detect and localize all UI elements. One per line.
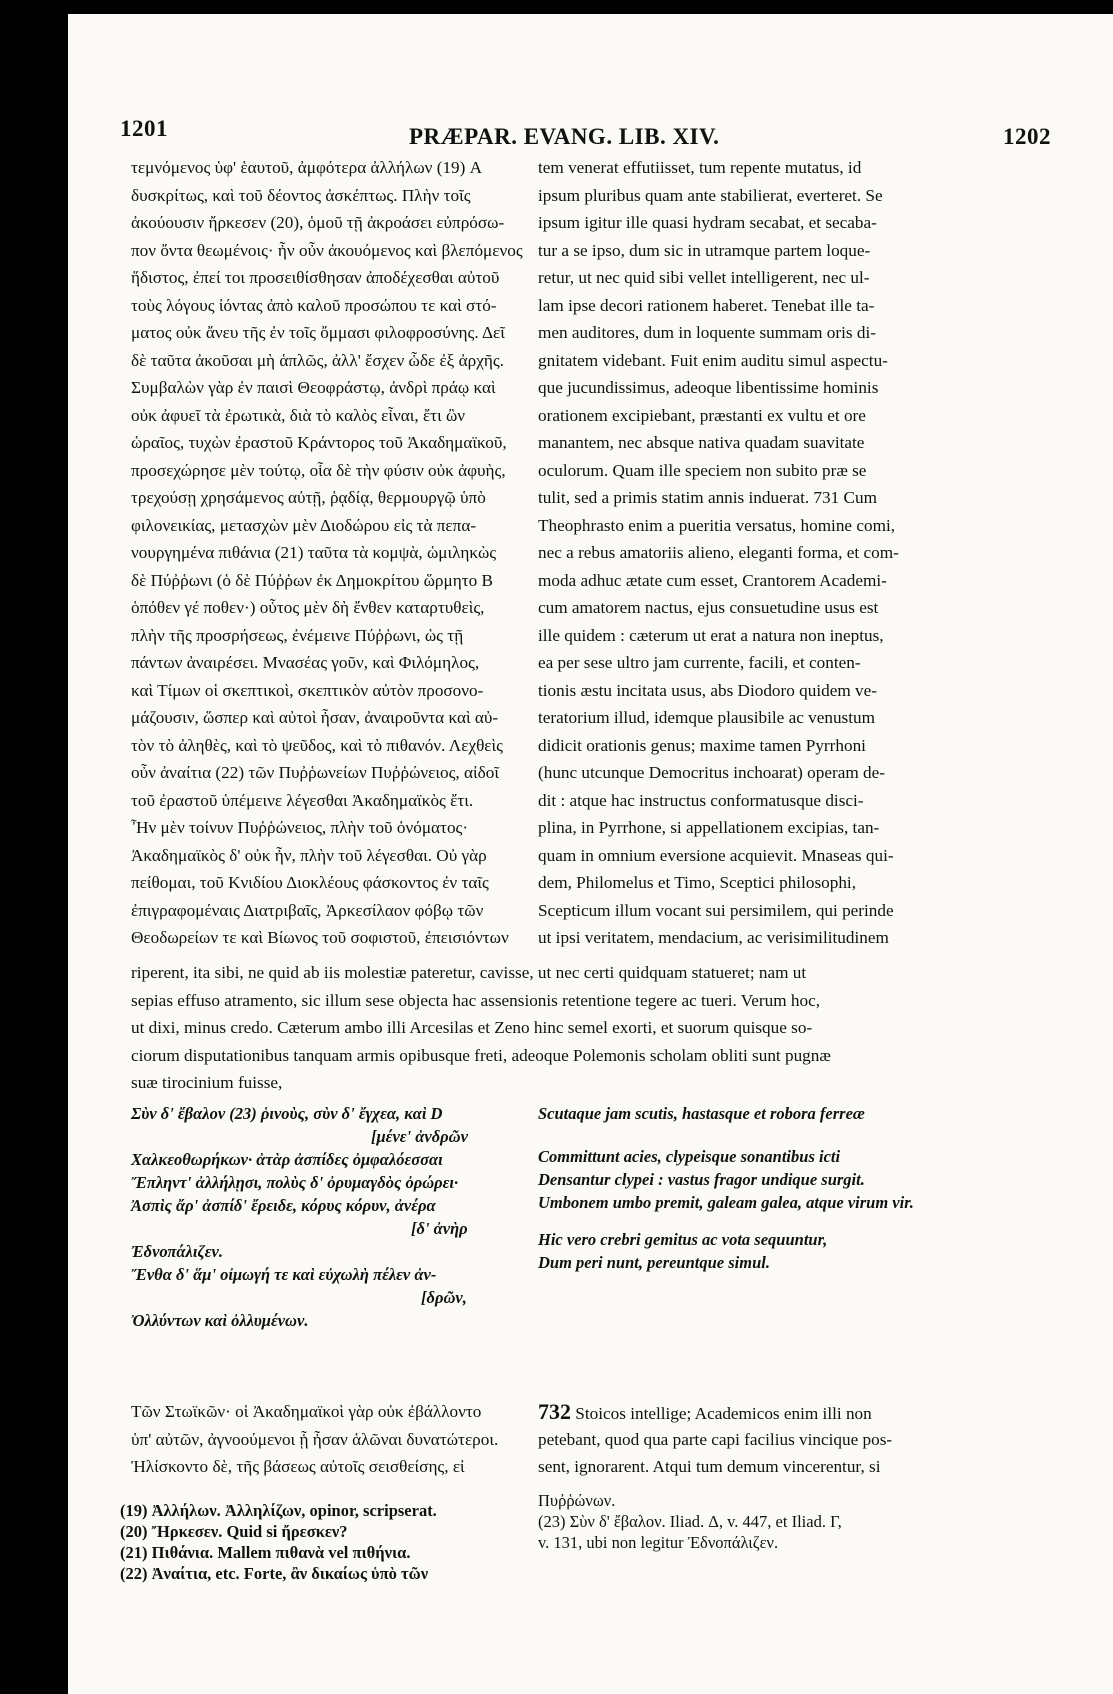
full-line: ut dixi, minus credo. Cæterum ambo illi Arcesilas et Zeno hinc semel exorti, et suorum quisque so- bbox=[131, 1018, 813, 1037]
latin-line: ipsum igitur ille quasi hydram secabat, et secaba- bbox=[538, 213, 877, 232]
greek-line: οὖν ἀναίτια (22) τῶν Πυῤῥωνείων Πυῤῥώνειος, αἰδοῖ bbox=[131, 763, 499, 782]
greek-line: τοὺς λόγους ἰόντας ἀπὸ καλοῦ προσώπου τε καὶ στό- bbox=[131, 295, 497, 315]
full-line: ciorum disputationibus tanquam armis opibusque freti, adeoque Polemonis scholam obliti sunt pugnæ bbox=[131, 1045, 831, 1065]
footnotes-right bbox=[538, 1490, 1063, 1553]
page-number-left: 1201 bbox=[120, 116, 168, 141]
greek-line: προσεχώρησε μὲν τούτῳ, οἷα δὲ τὴν φύσιν οὐκ ἀφυὴς, bbox=[131, 460, 506, 480]
greek-tail-line: Τῶν Στωϊκῶν· οἱ Ἀκαδημαϊκοὶ γὰρ οὐκ ἐβάλλοντο bbox=[131, 1402, 482, 1421]
greek-line: ἀκούουσιν ἤρκεσεν (20), ὁμοῦ τῇ ἀκροάσει εὐπρόσω- bbox=[131, 213, 505, 232]
latin-line: tionis æstu incitata usus, abs Diodoro quidem ve- bbox=[538, 680, 877, 700]
greek-line: πείθομαι, τοῦ Κνιδίου Διοκλέους φάσκοντος ἐν ταῖς bbox=[131, 873, 489, 892]
latin-line: teratorium illud, idemque plausibile ac venustum bbox=[538, 708, 875, 727]
greek-line: φιλονεικίας, μετασχὼν μὲν Διοδώρου εἰς τὰ πεπα- bbox=[131, 515, 477, 535]
footnote: (19) Ἀλλήλων. Ἀλληλίζων, opinor, scripserat. bbox=[120, 1501, 437, 1520]
verse-greek-line: Ἀσπὶς ἄρ' ἀσπίδ' ἔρειδε, κόρυς κόρυν, ἀνέρα bbox=[131, 1196, 436, 1215]
greek-line: Θεοδωρείων τε καὶ Βίωνος τοῦ σοφιστοῦ, ἐπεισιόντων bbox=[131, 928, 509, 947]
latin-line: plina, in Pyrrhone, si appellationem excipias, tan- bbox=[538, 818, 880, 837]
footnote: (20) Ἤρκεσεν. Quid si ἤρεσκεν? bbox=[120, 1522, 348, 1541]
greek-line: τεμνόμενος ὑφ' ἑαυτοῦ, ἀμφότερα ἀλλήλων (19) A bbox=[131, 158, 483, 177]
verse-greek bbox=[131, 1102, 531, 1332]
latin-line: ea per sese ultro jam currente, facili, et conten- bbox=[538, 653, 861, 672]
latin-line: que jucundissimus, adeoque libentissime hominis bbox=[538, 378, 879, 397]
verse-greek-line: Σὺν δ' ἔβαλον (23) ῥινοὺς, σὺν δ' ἔγχεα, καὶ D bbox=[131, 1104, 443, 1123]
latin-line: orationem excipiebant, præstanti ex vultu et ore bbox=[538, 405, 866, 425]
latin-tail-line: sent, ignorarent. Atqui tum demum vincerentur, si bbox=[538, 1457, 881, 1476]
greek-line: Ἀκαδημαϊκὸς δ' οὐκ ἦν, πλὴν τοῦ λέγεσθαι. Οὐ γὰρ bbox=[131, 845, 487, 865]
full-line: sepias effuso atramento, sic illum sese objecta hac assensionis retentione tegere ac tueri. Verum hoc, bbox=[131, 990, 821, 1010]
verse-greek-line: [δρῶν, bbox=[421, 1288, 467, 1307]
latin-column bbox=[538, 154, 1063, 952]
latin-line: ille quidem : cæterum ut erat a natura non ineptus, bbox=[538, 625, 884, 645]
verse-latin-line: Hic vero crebri gemitus ac vota sequuntur, bbox=[538, 1230, 828, 1249]
footnote: Πυῤῥώνων. bbox=[538, 1491, 616, 1510]
verse-latin-line: Densantur clypei : vastus fragor undique surgit. bbox=[538, 1170, 865, 1189]
latin-line: dem, Philomelus et Timo, Sceptici philosophi, bbox=[538, 873, 856, 892]
latin-line: Theophrasto enim a pueritia versatus, homine comi, bbox=[538, 515, 896, 535]
latin-line: lam ipse decori rationem haberet. Tenebat ille ta- bbox=[538, 295, 875, 315]
full-line: suæ tirocinium fuisse, bbox=[131, 1073, 283, 1092]
section-marker: 732 bbox=[538, 1399, 571, 1424]
latin-line: ut ipsi veritatem, mendacium, ac verisimilitudinem bbox=[538, 928, 889, 947]
latin-line: cum amatorem nactus, ejus consuetudine usus est bbox=[538, 598, 879, 617]
footnotes-left bbox=[120, 1500, 530, 1584]
greek-line: ἐπιγραφομέναις Διατριβαῖς, Ἀρκεσίλαον φόβῳ τῶν bbox=[131, 900, 484, 920]
page-number-right: 1202 bbox=[1003, 124, 1051, 149]
greek-tail bbox=[131, 1398, 531, 1481]
greek-line: πλὴν τῆς προσρήσεως, ἐνέμεινε Πύῤῥωνι, ὡς τῇ bbox=[131, 625, 464, 645]
latin-tail-line: petebant, quod qua parte capi facilius vincique pos- bbox=[538, 1429, 893, 1449]
greek-line: τοῦ ἐραστοῦ ὑπέμεινε λέγεσθαι Ἀκαδημαϊκὸς ἔτι. bbox=[131, 790, 474, 810]
full-line: riperent, ita sibi, ne quid ab iis molestiæ pateretur, cavisse, ut nec certi quidquam statueret; nam ut bbox=[131, 963, 807, 982]
latin-line: Scepticum illum vocant sui persimilem, qui perinde bbox=[538, 900, 894, 920]
greek-line: νουργημένα πιθάνια (21) ταῦτα τὰ κομψὰ, ὡμιληκὼς bbox=[131, 543, 497, 562]
greek-line: δὲ Πύῤῥωνι (ὁ δὲ Πύῤῥων ἐκ Δημοκρίτου ὥρμητο B bbox=[131, 570, 493, 590]
latin-line: ipsum pluribus quam ante stabilierat, everteret. Se bbox=[538, 185, 883, 205]
latin-line: tur a se ipso, dum sic in utramque partem loque- bbox=[538, 240, 871, 260]
greek-line: ἥδιστος, ἐπεί τοι προσειθίσθησαν ἀποδέχεσθαι αὐτοῦ bbox=[131, 268, 500, 287]
greek-line: ματος οὐκ ἄνευ τῆς ἐν τοῖς ὄμμασι φιλοφροσύνης. Δεῖ bbox=[131, 323, 505, 342]
running-title: PRÆPAR. EVANG. LIB. XIV. bbox=[409, 124, 720, 149]
verse-greek-line: Ἔνθα δ' ἅμ' οἰμωγή τε καὶ εὐχωλὴ πέλεν ἀν- bbox=[131, 1265, 437, 1284]
greek-line: πάντων ἀναιρέσει. Μνασέας γοῦν, καὶ Φιλόμηλος, bbox=[131, 653, 480, 672]
verse-greek-line: [μένε' ἀνδρῶν bbox=[371, 1127, 468, 1146]
greek-line: ὁπόθεν γέ ποθεν·) οὗτος μὲν δὴ ἔνθεν καταρτυθεὶς, bbox=[131, 598, 485, 617]
verse-latin bbox=[538, 1102, 1063, 1274]
latin-line: quam in omnium eversione acquievit. Mnaseas qui- bbox=[538, 845, 894, 865]
footnote: (23) Σὺν δ' ἔβαλον. Iliad. Δ, v. 447, et Iliad. Γ, bbox=[538, 1512, 842, 1531]
latin-line: dit : atque hac instructus conformatusque disci- bbox=[538, 790, 864, 810]
verse-latin-line: Scutaque jam scutis, hastasque et robora ferreæ bbox=[538, 1104, 865, 1123]
greek-column bbox=[131, 154, 531, 952]
greek-line: ὡραῖος, τυχὼν ἐραστοῦ Κράντορος τοῦ Ἀκαδημαϊκοῦ, bbox=[131, 433, 507, 452]
latin-line: tulit, sed a primis statim annis induerat. 731 Cum bbox=[538, 488, 877, 507]
latin-line: retur, ut nec quid sibi vellet intelligerent, nec ul- bbox=[538, 268, 870, 287]
verse-greek-line: Χαλκεοθωρήκων· ἀτὰρ ἀσπίδες ὀμφαλόεσσαι bbox=[131, 1150, 443, 1169]
footnote: (22) Ἀναίτια, etc. Forte, ἂν δικαίως ὑπὸ τῶν bbox=[120, 1564, 429, 1583]
latin-tail bbox=[538, 1398, 1063, 1481]
greek-line: τρεχούσῃ χρησάμενος αὐτῇ, ῥᾳδίᾳ, θερμουργῷ ὑπὸ bbox=[131, 488, 486, 507]
greek-line: τὸν τὸ ἀληθὲς, καὶ τὸ ψεῦδος, καὶ τὸ πιθανόν. Λεχθεὶς bbox=[131, 735, 503, 755]
latin-line: gnitatem videbant. Fuit enim auditu simul aspectu- bbox=[538, 350, 888, 370]
latin-line: moda adhuc ætate cum esset, Crantorem Academi- bbox=[538, 570, 887, 590]
full-width-latin bbox=[131, 959, 1061, 1097]
greek-line: Ἦν μὲν τοίνυν Πυῤῥώνειος, πλὴν τοῦ ὀνόματος· bbox=[131, 818, 469, 837]
greek-tail-line: Ἠλίσκοντο δὲ, τῆς βάσεως αὐτοῖς σεισθείσης, εἰ bbox=[131, 1457, 465, 1476]
latin-line: didicit orationis genus; maxime tamen Pyrrhoni bbox=[538, 735, 866, 755]
verse-latin-line: Dum peri nunt, pereuntque simul. bbox=[538, 1253, 770, 1272]
latin-line: men auditores, dum in loquente summam oris di- bbox=[538, 323, 876, 342]
greek-line: πον ὄντα θεωμένοις· ἦν οὖν ἀκουόμενος καὶ βλεπόμενος bbox=[131, 240, 523, 260]
verse-greek-line: Ἐδνοπάλιζεν. bbox=[131, 1242, 223, 1261]
latin-line: (hunc utcunque Democritus inchoarat) operam de- bbox=[538, 763, 885, 782]
greek-line: δὲ ταῦτα ἀκοῦσαι μὴ ἁπλῶς, ἀλλ' ἔσχεν ὧδε ἐξ ἀρχῆς. bbox=[131, 350, 504, 370]
greek-line: Συμβαλὼν γὰρ ἐν παισὶ Θεοφράστῳ, ἀνδρὶ πράῳ καὶ bbox=[131, 378, 496, 397]
verse-greek-line: Ὀλλύντων καὶ ὀλλυμένων. bbox=[131, 1311, 309, 1330]
footnote: v. 131, ubi non legitur Ἐδνοπάλιζεν. bbox=[538, 1533, 779, 1552]
latin-line: oculorum. Quam ille speciem non subito præ se bbox=[538, 460, 867, 480]
verse-greek-line: Ἔπληντ' ἀλλήλῃσι, πολὺς δ' ὀρυμαγδὸς ὀρώρει· bbox=[131, 1173, 459, 1192]
greek-line: μάζουσιν, ὥσπερ καὶ αὐτοὶ ἦσαν, ἀναιροῦντα καὶ αὐ- bbox=[131, 708, 499, 727]
greek-line: οὐκ ἀφυεῖ τὰ ἐρωτικὰ, διὰ τὸ καλὸς εἶναι, ἔτι ὢν bbox=[131, 405, 466, 425]
greek-line: δυσκρίτως, καὶ τοῦ δέοντος ἀσκέπτως. Πλὴν τοῖς bbox=[131, 185, 471, 205]
latin-tail-line: 732 Stoicos intellige; Academicos enim illi non bbox=[538, 1399, 872, 1424]
latin-line: nec a rebus amatoriis alieno, eleganti forma, et com- bbox=[538, 543, 899, 562]
greek-line: καὶ Τίμων οἱ σκεπτικοὶ, σκεπτικὸν αὐτὸν προσονο- bbox=[131, 680, 484, 700]
verse-greek-line: [δ' ἀνὴρ bbox=[411, 1219, 468, 1238]
footnote: (21) Πιθάνια. Mallem πιθανὰ vel πιθήνια. bbox=[120, 1543, 411, 1562]
latin-line: tem venerat effutiisset, tum repente mutatus, id bbox=[538, 158, 862, 177]
verse-latin-line: Umbonem umbo premit, galeam galea, atque virum vir. bbox=[538, 1193, 914, 1212]
verse-latin-line: Committunt acies, clypeisque sonantibus icti bbox=[538, 1147, 841, 1166]
latin-line: manantem, nec absque nativa quadam suavitate bbox=[538, 433, 865, 452]
greek-tail-line: ὑπ' αὐτῶν, ἀγνοούμενοι ᾗ ἦσαν ἁλῶναι δυνατώτεροι. bbox=[131, 1429, 499, 1449]
